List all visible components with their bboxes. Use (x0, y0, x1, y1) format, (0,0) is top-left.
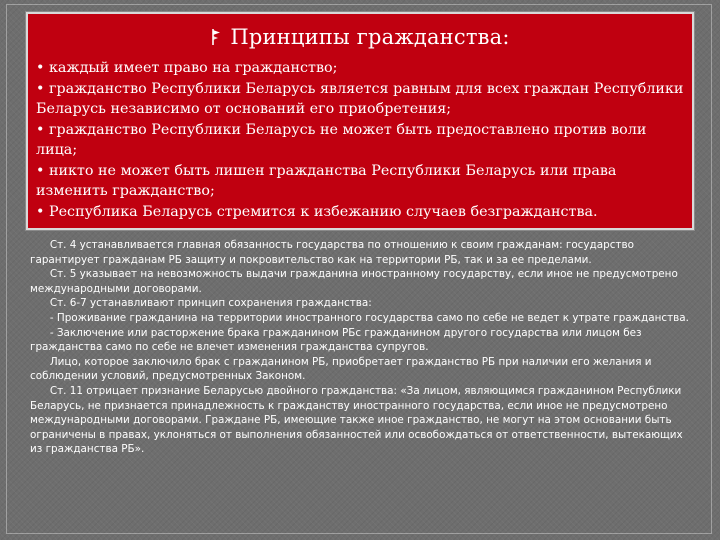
article-paragraph: Ст. 11 отрицает признание Беларусью двойного гражданства: «За лицом, являющимся гражданином Республики Беларусь, не признается принадлежность к гражданству иностранного государства, если иное не предусмотрено международными договорами. Граждане РБ, имеющие также иное гражданство, не могут на этом основании быть ограничены в правах, уклоняться от выполнения обязанностей или освобождаться от ответственности, вытекающих из гражданства РБ». (30, 384, 687, 456)
principle-item: • никто не может быть лишен гражданства Республики Беларусь или права изменить гражданство; (36, 162, 617, 199)
article-paragraph: Ст. 5 указывает на невозможность выдачи гражданина иностранному государству, если иное не предусмотрено международными договорами. (30, 268, 682, 295)
article-paragraph: Лицо, которое заключило брак с гражданином РБ, приобретает гражданство РБ при наличии его желания и соблюдении условий, предусмотренных Законом. (30, 355, 655, 383)
principle-item: • каждый имеет право на гражданство; (36, 60, 338, 76)
flag-icon (210, 28, 222, 46)
principles-list (36, 58, 692, 222)
article-paragraph: - Заключение или расторжение брака гражданином РБс гражданином другого государства или лицом без гражданства само по себе не влечет изменения гражданства супругов. (30, 326, 645, 354)
principle-item: • гражданство Республики Беларусь не может быть предоставлено против воли лица; (36, 121, 647, 158)
title-row (28, 24, 692, 50)
article-paragraph: Ст. 4 устанавливается главная обязанность государства по отношению к своим гражданам: государство гарантирует гражданам РБ защиту и покровительство как на территории РБ, так и за ее пределами. (30, 239, 638, 266)
articles-text (30, 238, 694, 457)
article-paragraph: Ст. 6-7 устанавливают принцип сохранения гражданства: (30, 297, 372, 310)
principle-item: • гражданство Республики Беларусь является равным для всех граждан Республики Беларусь независимо от оснований его приобретения; (36, 80, 684, 117)
slide-title: Принципы гражданства: (230, 25, 510, 49)
principles-box (26, 12, 694, 230)
article-paragraph: - Проживание гражданина на территории иностранного государства само по себе не ведет к утрате гражданства. (30, 311, 689, 324)
principle-item: • Республика Беларусь стремится к избежанию случаев безгражданства. (36, 203, 598, 220)
